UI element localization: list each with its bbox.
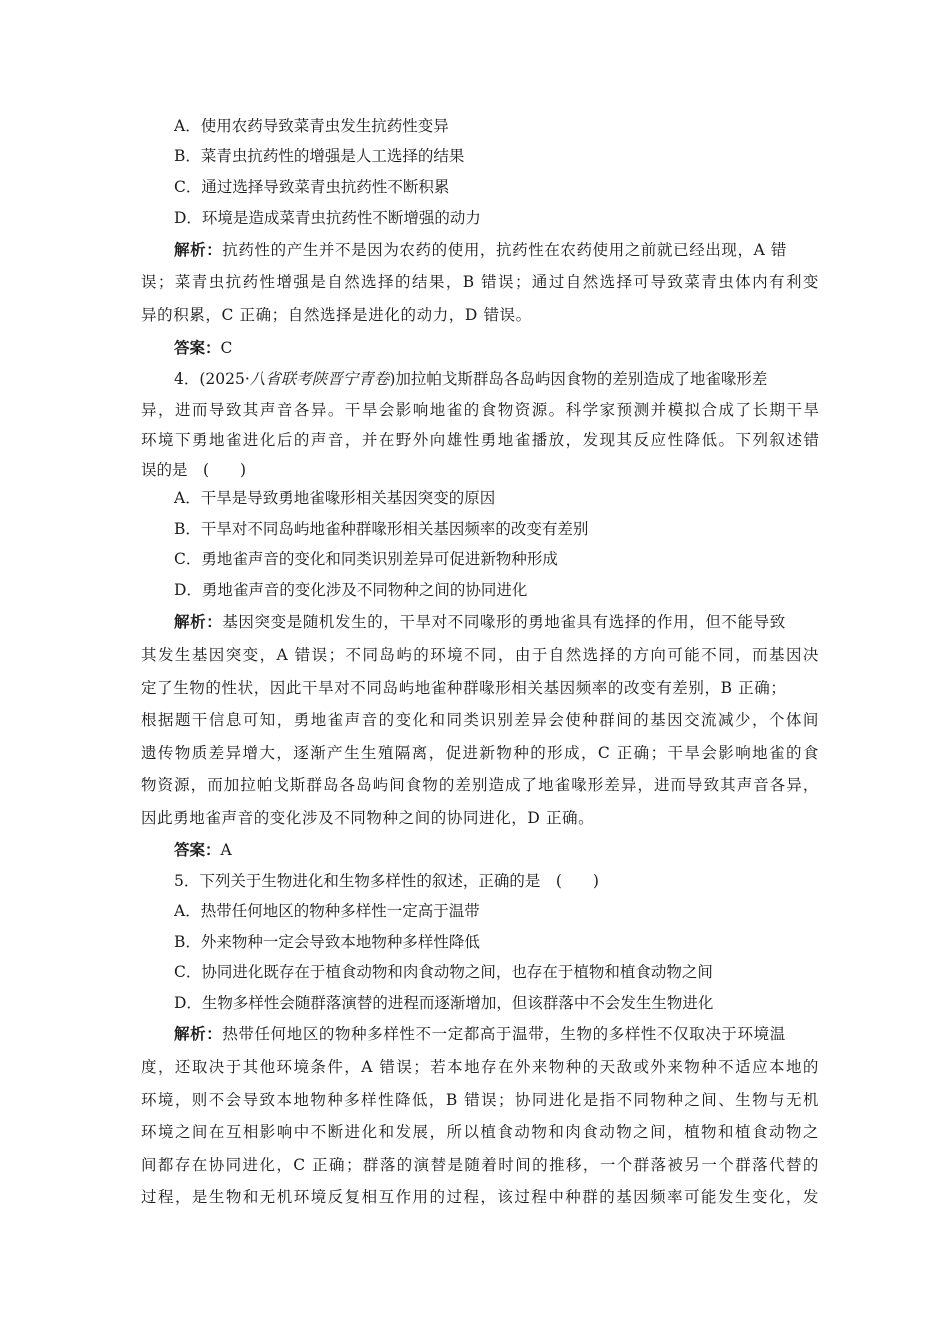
q5-analysis-label: 解析： [174, 1024, 223, 1043]
q4-option-a: A．干旱是导致勇地雀喙形相关基因突变的原因 [174, 489, 496, 507]
q4-analysis-line-2: 其发生基因突变，A 错误；不同岛屿的环境不同，由于自然选择的方向可能不同，而基因决 [141, 646, 819, 664]
q4-analysis-line-6: 物资源，而加拉帕戈斯群岛各岛屿间食物的差别造成了地雀喙形差异，进而导致其声音各异， [141, 776, 819, 794]
q4-option-b: B．干旱对不同岛屿地雀种群喙形相关基因频率的改变有差别 [174, 520, 589, 538]
q4-analysis-line-7: 因此勇地雀声音的变化涉及不同物种之间的协同进化，D 正确。 [141, 809, 595, 827]
q5-analysis-line-3: 环境，则不会导致本地物种多样性降低，B 错误；协同进化是指不同物种之间、生物与无机 [141, 1091, 819, 1109]
q4-option-d: D．勇地雀声音的变化涉及不同物种之间的协同进化 [174, 581, 528, 599]
q5-analysis-line-6: 过程，是生物和无机环境反复相互作用的过程，该过程中种群的基因频率可能发生变化，发 [141, 1188, 819, 1206]
q4-stem-line-3: 环境下勇地雀进化后的声音，并在野外向雄性勇地雀播放，发现其反应性降低。下列叙述错 [141, 431, 819, 449]
q3-option-d: D．环境是造成菜青虫抗药性不断增强的动力 [174, 209, 481, 227]
q5-analysis-line-4: 环境之间在互相影响中不断进化和发展，所以植食动物和肉食动物之间，植物和植食动物之 [141, 1123, 819, 1141]
q5-analysis-line-5: 间都存在协同进化，C 正确；群落的演替是随着时间的推移，一个群落被另一个群落代替的 [141, 1156, 819, 1174]
q4-stem-line-2: 异，进而导致其声音各异。干旱会影响地雀的食物资源。科学家预测并模拟合成了长期干旱 [141, 401, 819, 419]
q3-analysis-label: 解析： [174, 240, 223, 259]
q3-option-a: A．使用农药导致菜青虫发生抗药性变异 [174, 117, 449, 135]
q3-analysis-line-1: 解析：抗药性的产生并不是因为农药的使用，抗药性在农药使用之前就已经出现，A 错 [174, 240, 788, 259]
q4-stem-line-1: 4．(2025·八省联考陕晋宁青卷)加拉帕戈斯群岛各岛屿因食物的差别造成了地雀喙形差 [174, 370, 768, 388]
q5-stem: 5．下列关于生物进化和生物多样性的叙述，正确的是 ( ) [174, 872, 599, 890]
q4-answer-label: 答案： [174, 840, 221, 859]
q4-source: 八省联考陕晋宁青卷 [249, 370, 390, 388]
q5-option-d: D．生物多样性会随群落演替的进程而逐渐增加，但该群落中不会发生生物进化 [174, 994, 714, 1012]
q5-option-c: C．协同进化既存在于植食动物和肉食动物之间，也存在于植物和植食动物之间 [174, 963, 713, 981]
q3-analysis-line-2: 误；菜青虫抗药性增强是自然选择的结果，B 错误；通过自然选择可导致菜青虫体内有利变 [141, 273, 819, 291]
q5-analysis-line-1: 解析：热带任何地区的物种多样性不一定都高于温带，生物的多样性不仅取决于环境温 [174, 1024, 786, 1043]
q3-answer-label: 答案： [174, 338, 221, 357]
q4-analysis-line-3: 定了生物的性状，因此干旱对不同岛屿地雀种群喙形相关基因频率的改变有差别，B 正确； [141, 679, 787, 697]
q3-option-c: C．通过选择导致菜青虫抗药性不断积累 [174, 178, 450, 196]
q3-analysis-line-3: 异的积累，C 正确；自然选择是进化的动力，D 错误。 [141, 306, 532, 324]
q3-option-b: B．菜青虫抗药性的增强是人工选择的结果 [174, 147, 465, 165]
q5-analysis-line-2: 度，还取决于其他环境条件，A 错误；若本地存在外来物种的天敌或外来物种不适应本地的 [141, 1058, 819, 1076]
q4-analysis-line-5: 遗传物质差异增大，逐渐产生生殖隔离，促进新物种的形成，C 正确；干旱会影响地雀的食 [141, 744, 819, 762]
q4-stem-line-4: 误的是 ( ) [141, 461, 247, 479]
q5-option-a: A．热带任何地区的物种多样性一定高于温带 [174, 902, 480, 920]
q4-answer: 答案：A [174, 840, 232, 859]
q4-analysis-label: 解析： [174, 612, 223, 631]
q3-answer: 答案：C [174, 338, 233, 357]
q4-option-c: C．勇地雀声音的变化和同类识别差异可促进新物种形成 [174, 550, 558, 568]
q4-analysis-line-1: 解析：基因突变是随机发生的，干旱对不同喙形的勇地雀具有选择的作用，但不能导致 [174, 612, 786, 631]
q5-option-b: B．外来物种一定会导致本地物种多样性降低 [174, 933, 480, 951]
q4-analysis-line-4: 根据题干信息可知，勇地雀声音的变化和同类识别差异会使种群间的基因交流减少，个体间 [141, 711, 819, 729]
